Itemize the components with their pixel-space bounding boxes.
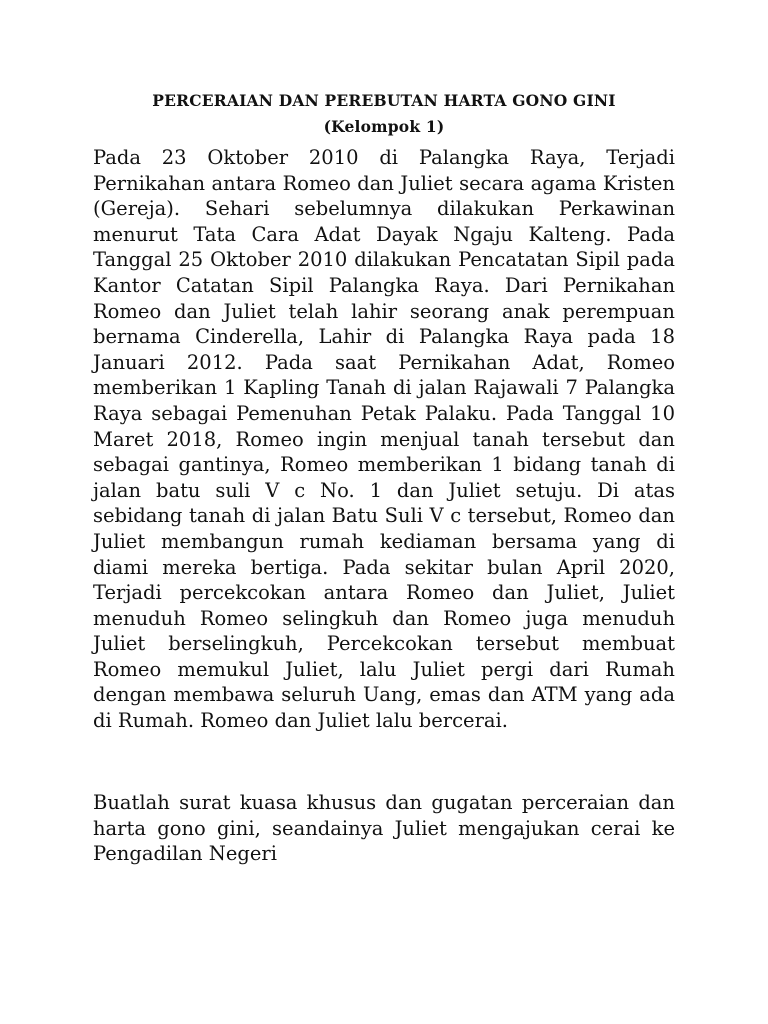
document-subtitle: (Kelompok 1)	[323, 117, 445, 136]
document-heading	[93, 88, 675, 140]
case-paragraph: Pada 23 Oktober 2010 di Palangka Raya, Terjadi Pernikahan antara Romeo dan Juliet secara agama Kristen (Gereja). Sehari sebelumnya dilakukan Perkawinan menurut Tata Cara Adat Dayak Ngaju Kalteng. Pada Tanggal 25 Oktober 2010 dilakukan Pencatatan Sipil pada Kantor Catatan Sipil Palangka Raya. Dari Pernikahan Romeo dan Juliet telah lahir seorang anak perempuan bernama Cinderella, Lahir di Palangka Raya pada 18 Januari 2012. Pada saat Pernikahan Adat, Romeo memberikan 1 Kapling Tanah di jalan Rajawali 7 Palangka Raya sebagai Pemenuhan Petak Palaku. Pada Tanggal 10 Maret 2018, Romeo ingin menjual tanah tersebut dan sebagai gantinya, Romeo memberikan 1 bidang tanah di jalan batu suli V c No. 1 dan Juliet setuju. Di atas sebidang tanah di jalan Batu Suli V c tersebut, Romeo dan Juliet membangun rumah kediaman bersama yang di diami mereka bertiga. Pada sekitar bulan April 2020, Terjadi percekcokan antara Romeo dan Juliet, Juliet menuduh Romeo selingkuh dan Romeo juga menuduh Juliet berselingkuh, Percekcokan tersebut membuat Romeo memukul Juliet, lalu Juliet pergi dari Rumah dengan membawa seluruh Uang, emas dan ATM yang ada di Rumah. Romeo dan Juliet lalu bercerai.	[93, 146, 675, 733]
document-title: PERCERAIAN DAN PEREBUTAN HARTA GONO GINI	[152, 91, 616, 110]
assignment-paragraph: Buatlah surat kuasa khusus dan gugatan perceraian dan harta gono gini, seandainya Juliet mengajukan cerai ke Pengadilan Negeri	[93, 791, 675, 866]
